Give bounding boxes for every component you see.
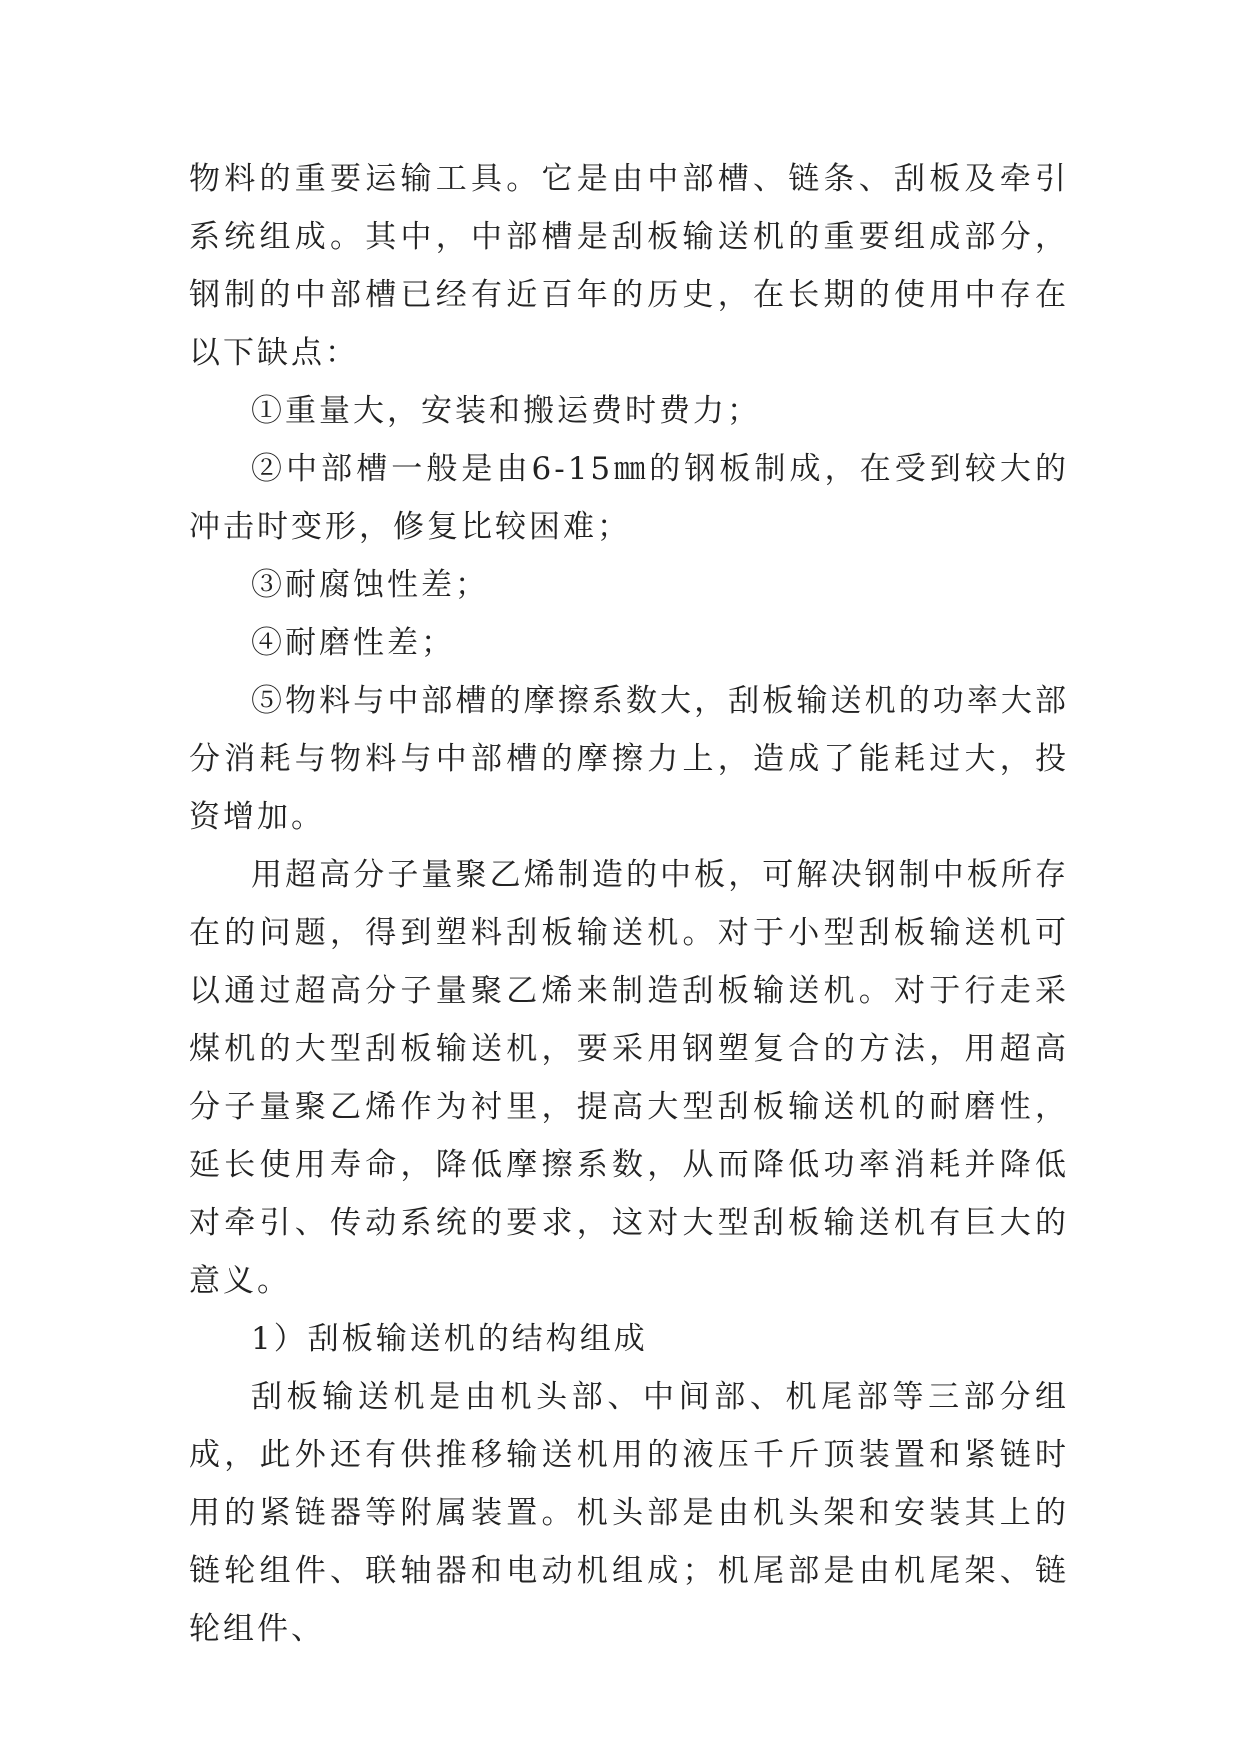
paragraph-structure: 刮板输送机是由机头部、中间部、机尾部等三部分组成，此外还有供推移输送机用的液压千斤顶装置和紧链时用的紧链器等附属装置。机头部是由机头架和安装其上的链轮组件、联轴器和电动机组成；机尾部是由机尾架、链轮组件、 bbox=[189, 1379, 1069, 1647]
list-item-2: ②中部槽一般是由6-15㎜的钢板制成，在受到较大的冲击时变形，修复比较困难； bbox=[189, 451, 1069, 545]
list-item-3: ③耐腐蚀性差； bbox=[251, 567, 489, 603]
list-item-1: ①重量大，安装和搬运费时费力； bbox=[251, 393, 761, 429]
body-text bbox=[189, 150, 1069, 1658]
paragraph-solution: 用超高分子量聚乙烯制造的中板，可解决钢制中板所存在的问题，得到塑料刮板输送机。对于小型刮板输送机可以通过超高分子量聚乙烯来制造刮板输送机。对于行走采煤机的大型刮板输送机，要采用钢塑复合的方法，用超高分子量聚乙烯作为衬里，提高大型刮板输送机的耐磨性，延长使用寿命，降低摩擦系数，从而降低功率消耗并降低对牵引、传动系统的要求，这对大型刮板输送机有巨大的意义。 bbox=[189, 857, 1069, 1299]
paragraph-intro: 物料的重要运输工具。它是由中部槽、链条、刮板及牵引系统组成。其中，中部槽是刮板输送机的重要组成部分，钢制的中部槽已经有近百年的历史，在长期的使用中存在以下缺点： bbox=[189, 161, 1069, 371]
list-item-4: ④耐磨性差； bbox=[251, 625, 455, 661]
section-heading: 1）刮板输送机的结构组成 bbox=[251, 1321, 648, 1357]
list-item-5: ⑤物料与中部槽的摩擦系数大，刮板输送机的功率大部分消耗与物料与中部槽的摩擦力上，造成了能耗过大，投资增加。 bbox=[189, 683, 1069, 835]
